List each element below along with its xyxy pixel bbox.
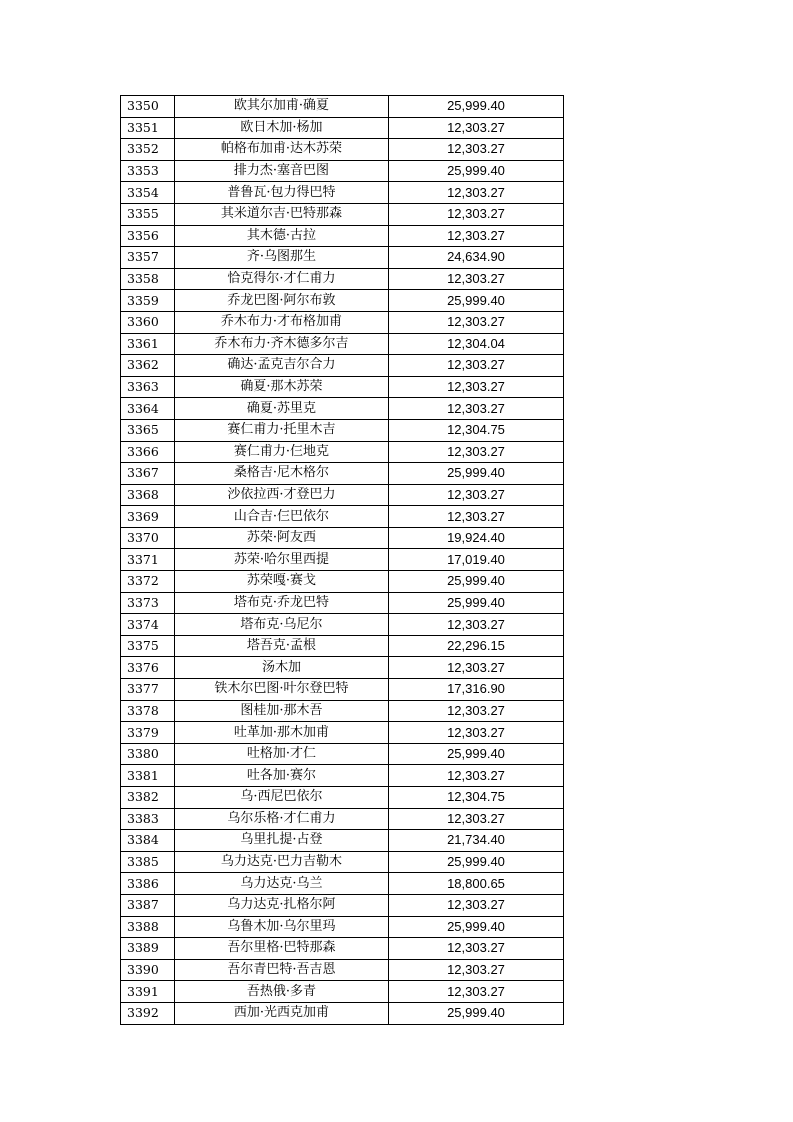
name-cell: 吐格加·才仁 bbox=[175, 743, 389, 765]
amount-cell: 12,303.27 bbox=[389, 765, 564, 787]
amount-cell: 12,303.27 bbox=[389, 203, 564, 225]
amount-cell: 12,303.27 bbox=[389, 700, 564, 722]
row-id-cell: 3365 bbox=[121, 419, 175, 441]
amount-cell: 12,303.27 bbox=[389, 355, 564, 377]
row-id-cell: 3373 bbox=[121, 592, 175, 614]
amount-cell: 25,999.40 bbox=[389, 160, 564, 182]
amount-cell: 12,303.27 bbox=[389, 484, 564, 506]
row-id-cell: 3387 bbox=[121, 894, 175, 916]
row-id-cell: 3376 bbox=[121, 657, 175, 679]
table-row bbox=[121, 463, 564, 485]
amount-cell: 12,304.75 bbox=[389, 787, 564, 809]
table-row bbox=[121, 808, 564, 830]
name-cell: 乌力达克·乌兰 bbox=[175, 873, 389, 895]
name-cell: 吐各加·赛尔 bbox=[175, 765, 389, 787]
table-row bbox=[121, 916, 564, 938]
name-cell: 齐·乌图那生 bbox=[175, 247, 389, 269]
name-cell: 苏荣嘎·赛戈 bbox=[175, 571, 389, 593]
row-id-cell: 3377 bbox=[121, 679, 175, 701]
table-row bbox=[121, 160, 564, 182]
table-row bbox=[121, 268, 564, 290]
table-row bbox=[121, 938, 564, 960]
amount-cell: 12,303.27 bbox=[389, 268, 564, 290]
amount-cell: 12,303.27 bbox=[389, 808, 564, 830]
table-row bbox=[121, 506, 564, 528]
row-id-cell: 3383 bbox=[121, 808, 175, 830]
row-id-cell: 3351 bbox=[121, 117, 175, 139]
amount-cell: 12,303.27 bbox=[389, 376, 564, 398]
amount-cell: 12,303.27 bbox=[389, 311, 564, 333]
amount-cell: 21,734.40 bbox=[389, 830, 564, 852]
row-id-cell: 3392 bbox=[121, 1002, 175, 1024]
amount-cell: 18,800.65 bbox=[389, 873, 564, 895]
amount-cell: 25,999.40 bbox=[389, 463, 564, 485]
name-cell: 欧其尔加甫·确夏 bbox=[175, 96, 389, 118]
name-cell: 乔木布力·才布格加甫 bbox=[175, 311, 389, 333]
row-id-cell: 3360 bbox=[121, 311, 175, 333]
name-cell: 恰克得尔·才仁甫力 bbox=[175, 268, 389, 290]
table-row bbox=[121, 527, 564, 549]
table-row bbox=[121, 765, 564, 787]
table-row bbox=[121, 894, 564, 916]
table-row bbox=[121, 722, 564, 744]
row-id-cell: 3361 bbox=[121, 333, 175, 355]
name-cell: 吾尔里格·巴特那森 bbox=[175, 938, 389, 960]
table-row bbox=[121, 225, 564, 247]
table-row bbox=[121, 830, 564, 852]
name-cell: 沙依拉西·才登巴力 bbox=[175, 484, 389, 506]
table-row bbox=[121, 139, 564, 161]
amount-cell: 12,303.27 bbox=[389, 398, 564, 420]
row-id-cell: 3388 bbox=[121, 916, 175, 938]
amount-cell: 25,999.40 bbox=[389, 592, 564, 614]
name-cell: 确夏·那木苏荣 bbox=[175, 376, 389, 398]
name-cell: 帕格布加甫·达木苏荣 bbox=[175, 139, 389, 161]
name-cell: 乌力达克·巴力吉勒木 bbox=[175, 851, 389, 873]
amount-cell: 12,303.27 bbox=[389, 981, 564, 1003]
name-cell: 确达·孟克吉尔合力 bbox=[175, 355, 389, 377]
row-id-cell: 3381 bbox=[121, 765, 175, 787]
name-cell: 普鲁瓦·包力得巴特 bbox=[175, 182, 389, 204]
amount-cell: 12,303.27 bbox=[389, 657, 564, 679]
table-row bbox=[121, 333, 564, 355]
amount-cell: 19,924.40 bbox=[389, 527, 564, 549]
name-cell: 赛仁甫力·托里木吉 bbox=[175, 419, 389, 441]
name-cell: 塔布克·乌尼尔 bbox=[175, 614, 389, 636]
amount-cell: 12,303.27 bbox=[389, 117, 564, 139]
name-cell: 乌尔乐格·才仁甫力 bbox=[175, 808, 389, 830]
amount-cell: 12,303.27 bbox=[389, 225, 564, 247]
amount-cell: 17,316.90 bbox=[389, 679, 564, 701]
row-id-cell: 3385 bbox=[121, 851, 175, 873]
table-row bbox=[121, 549, 564, 571]
row-id-cell: 3386 bbox=[121, 873, 175, 895]
table-row bbox=[121, 96, 564, 118]
row-id-cell: 3356 bbox=[121, 225, 175, 247]
amount-cell: 25,999.40 bbox=[389, 851, 564, 873]
name-cell: 赛仁甫力·仨地克 bbox=[175, 441, 389, 463]
table-row bbox=[121, 657, 564, 679]
name-cell: 汤木加 bbox=[175, 657, 389, 679]
row-id-cell: 3355 bbox=[121, 203, 175, 225]
name-cell: 乌·西尼巴依尔 bbox=[175, 787, 389, 809]
name-cell: 吐革加·那木加甫 bbox=[175, 722, 389, 744]
name-cell: 西加·光西克加甫 bbox=[175, 1002, 389, 1024]
table-row bbox=[121, 182, 564, 204]
table-row bbox=[121, 484, 564, 506]
amount-cell: 25,999.40 bbox=[389, 571, 564, 593]
amount-cell: 12,303.27 bbox=[389, 614, 564, 636]
amount-cell: 12,303.27 bbox=[389, 959, 564, 981]
name-cell: 乌力达克·扎格尔阿 bbox=[175, 894, 389, 916]
row-id-cell: 3359 bbox=[121, 290, 175, 312]
table-row bbox=[121, 787, 564, 809]
row-id-cell: 3369 bbox=[121, 506, 175, 528]
table-row bbox=[121, 635, 564, 657]
row-id-cell: 3378 bbox=[121, 700, 175, 722]
name-cell: 铁木尔巴图·叶尔登巴特 bbox=[175, 679, 389, 701]
amount-cell: 12,303.27 bbox=[389, 506, 564, 528]
name-cell: 山合吉·仨巴依尔 bbox=[175, 506, 389, 528]
table-row bbox=[121, 419, 564, 441]
table-row bbox=[121, 571, 564, 593]
table-body bbox=[121, 96, 564, 1025]
table-row bbox=[121, 376, 564, 398]
name-cell: 苏荣·阿友西 bbox=[175, 527, 389, 549]
name-cell: 欧日木加·杨加 bbox=[175, 117, 389, 139]
table-row bbox=[121, 700, 564, 722]
row-id-cell: 3370 bbox=[121, 527, 175, 549]
table-row bbox=[121, 441, 564, 463]
name-cell: 乔龙巴图·阿尔布敦 bbox=[175, 290, 389, 312]
row-id-cell: 3362 bbox=[121, 355, 175, 377]
row-id-cell: 3352 bbox=[121, 139, 175, 161]
table-row bbox=[121, 203, 564, 225]
data-table bbox=[120, 95, 564, 1025]
name-cell: 其木德·古拉 bbox=[175, 225, 389, 247]
table-row bbox=[121, 290, 564, 312]
row-id-cell: 3390 bbox=[121, 959, 175, 981]
row-id-cell: 3357 bbox=[121, 247, 175, 269]
row-id-cell: 3374 bbox=[121, 614, 175, 636]
name-cell: 苏荣·哈尔里西提 bbox=[175, 549, 389, 571]
name-cell: 塔吾克·孟根 bbox=[175, 635, 389, 657]
amount-cell: 25,999.40 bbox=[389, 916, 564, 938]
name-cell: 吾热俄·多青 bbox=[175, 981, 389, 1003]
row-id-cell: 3379 bbox=[121, 722, 175, 744]
table-row bbox=[121, 247, 564, 269]
row-id-cell: 3372 bbox=[121, 571, 175, 593]
table-row bbox=[121, 614, 564, 636]
amount-cell: 12,303.27 bbox=[389, 182, 564, 204]
row-id-cell: 3384 bbox=[121, 830, 175, 852]
amount-cell: 25,999.40 bbox=[389, 96, 564, 118]
table-row bbox=[121, 851, 564, 873]
amount-cell: 17,019.40 bbox=[389, 549, 564, 571]
table-row bbox=[121, 311, 564, 333]
row-id-cell: 3354 bbox=[121, 182, 175, 204]
name-cell: 塔布克·乔龙巴特 bbox=[175, 592, 389, 614]
table-row bbox=[121, 959, 564, 981]
amount-cell: 12,303.27 bbox=[389, 722, 564, 744]
table-row bbox=[121, 355, 564, 377]
name-cell: 乔木布力·齐木德多尔吉 bbox=[175, 333, 389, 355]
table-row bbox=[121, 1002, 564, 1024]
row-id-cell: 3371 bbox=[121, 549, 175, 571]
amount-cell: 12,303.27 bbox=[389, 938, 564, 960]
row-id-cell: 3391 bbox=[121, 981, 175, 1003]
amount-cell: 25,999.40 bbox=[389, 743, 564, 765]
row-id-cell: 3380 bbox=[121, 743, 175, 765]
table-row bbox=[121, 873, 564, 895]
amount-cell: 12,304.75 bbox=[389, 419, 564, 441]
row-id-cell: 3358 bbox=[121, 268, 175, 290]
row-id-cell: 3389 bbox=[121, 938, 175, 960]
amount-cell: 22,296.15 bbox=[389, 635, 564, 657]
row-id-cell: 3363 bbox=[121, 376, 175, 398]
row-id-cell: 3367 bbox=[121, 463, 175, 485]
amount-cell: 12,303.27 bbox=[389, 441, 564, 463]
amount-cell: 24,634.90 bbox=[389, 247, 564, 269]
row-id-cell: 3366 bbox=[121, 441, 175, 463]
amount-cell: 12,303.27 bbox=[389, 139, 564, 161]
table-row bbox=[121, 679, 564, 701]
row-id-cell: 3364 bbox=[121, 398, 175, 420]
name-cell: 排力杰·塞音巴图 bbox=[175, 160, 389, 182]
name-cell: 图桂加·那木吾 bbox=[175, 700, 389, 722]
amount-cell: 25,999.40 bbox=[389, 290, 564, 312]
row-id-cell: 3368 bbox=[121, 484, 175, 506]
row-id-cell: 3382 bbox=[121, 787, 175, 809]
table-row bbox=[121, 117, 564, 139]
table-row bbox=[121, 592, 564, 614]
row-id-cell: 3353 bbox=[121, 160, 175, 182]
name-cell: 桑格吉·尼木格尔 bbox=[175, 463, 389, 485]
name-cell: 乌鲁木加·乌尔里玛 bbox=[175, 916, 389, 938]
table-row bbox=[121, 981, 564, 1003]
amount-cell: 12,304.04 bbox=[389, 333, 564, 355]
name-cell: 乌里扎提·占登 bbox=[175, 830, 389, 852]
row-id-cell: 3350 bbox=[121, 96, 175, 118]
amount-cell: 25,999.40 bbox=[389, 1002, 564, 1024]
table-row bbox=[121, 743, 564, 765]
row-id-cell: 3375 bbox=[121, 635, 175, 657]
amount-cell: 12,303.27 bbox=[389, 894, 564, 916]
name-cell: 其米道尔吉·巴特那森 bbox=[175, 203, 389, 225]
name-cell: 确夏·苏里克 bbox=[175, 398, 389, 420]
table-row bbox=[121, 398, 564, 420]
name-cell: 吾尔青巴特·吾吉恩 bbox=[175, 959, 389, 981]
